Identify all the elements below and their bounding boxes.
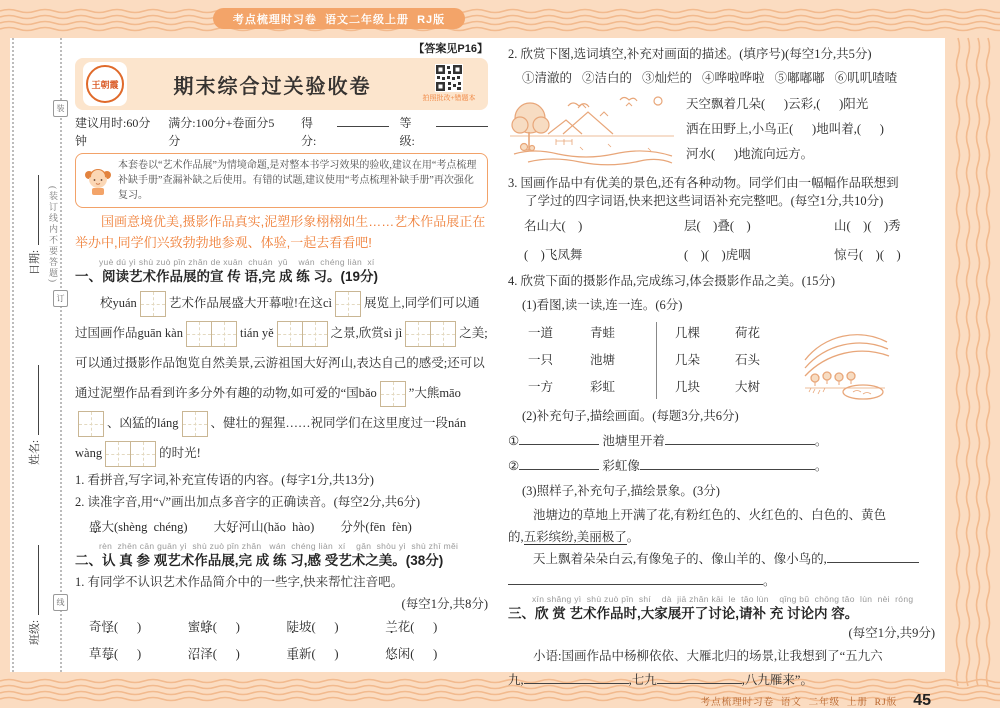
- answer-blank: [665, 432, 815, 445]
- discussion-line: 小语:国画作品中杨柳依依、大雁北归的场景,让我想到了“五九六: [533, 649, 883, 663]
- suggested-time: 建议用时:60分钟: [75, 116, 151, 148]
- matching-table: [508, 320, 791, 401]
- question-4-1: (1)看图,读一读,连一连。(6分): [522, 298, 683, 313]
- match-cell: 大树: [735, 380, 761, 394]
- answer-blank: [640, 457, 815, 470]
- scene-description-lines: [686, 92, 935, 167]
- date-field: [26, 125, 42, 275]
- dotted-char: 沼: [187, 646, 201, 661]
- section-2-title: 二、认 真 参 观艺术作品展,完 成 练 习,感 受艺术之美。(38分): [75, 552, 444, 568]
- match-cell: 几棵: [675, 326, 701, 340]
- girl-avatar-icon: [84, 166, 112, 196]
- scene-block: [508, 92, 935, 172]
- question-4-3: (3)照样子,补充句子,描绘景象。(3分): [522, 483, 720, 498]
- fill-in-sentences: [508, 429, 935, 479]
- match-cell: 荷花: [735, 326, 761, 340]
- name-field: [26, 315, 42, 465]
- writing-grid-cell: [430, 322, 455, 346]
- match-column-measure2: [675, 320, 735, 401]
- dotted-char: 分: [340, 519, 353, 534]
- score-note: (每空1分,共8分): [401, 597, 488, 612]
- word-option: ②洁白的: [582, 70, 633, 85]
- answer-blank: [519, 457, 599, 470]
- match-cell: 一方: [528, 380, 554, 394]
- notice-text: 本套卷以“艺术作品展”为情境命题,是对整本书学习效果的验收,建议在用“考点梳理补缺手册”查漏补缺之后使用。有错的试题,建议使用“考点梳理补缺手册”再次强化复习。: [118, 160, 477, 201]
- example-block: [508, 504, 935, 592]
- idiom-item: 惊弓( )( ): [834, 247, 901, 262]
- description-line: 天空飘着几朵( )云彩,( )阳光: [686, 96, 869, 111]
- dotted-char: 怪: [101, 619, 115, 634]
- paper-sheet: [10, 38, 945, 709]
- qr-code-icon: [435, 64, 463, 92]
- section-2-heading: [75, 541, 488, 571]
- dotted-char: 重: [286, 646, 300, 661]
- section-3-title: 三、欣 赏 艺术作品时,大家展开了讨论,请补 充 讨论内 容。: [508, 605, 859, 621]
- dotted-char: 陡: [286, 619, 300, 634]
- answer-blank: [524, 671, 629, 684]
- exam-meta: [75, 114, 488, 150]
- writing-grid-box: [405, 321, 456, 347]
- writing-grid-box: [380, 381, 406, 407]
- writing-grid-cell: [79, 412, 103, 436]
- right-wave-border: [945, 38, 1000, 672]
- word-option: ⑥叽叽喳喳: [834, 70, 898, 85]
- class-field: [26, 495, 42, 645]
- class-blank: [29, 545, 40, 615]
- fill-in-line: ① 池塘里开着 。: [508, 433, 828, 448]
- writing-grid-cell: [336, 292, 360, 316]
- promo-passage: 校yuán 艺术作品展盛 •大开幕啦!在这cì 展览上,同学们可以通过国画作品guān kàn tián yě 之景,欣赏sì jì 之美;可以通过摄影作品饱览自然美景,云游祖国大好 •河山,表达自己的感受;还可以通过泥塑作品看到许多分 •外有趣的动物,如可爱的“国bǎo ”大熊māo 、凶猛的láng 、健壮的猩猩……祝同学们在这里度过一段nán wàng 的时光!: [75, 288, 488, 468]
- match-column-noun1: [590, 320, 656, 401]
- word-option: ④哗啦哗啦: [702, 70, 765, 85]
- writing-grid-box: [277, 321, 328, 347]
- section-3-heading: [508, 594, 935, 624]
- section-1-heading: [75, 257, 488, 287]
- date-blank: [29, 175, 40, 245]
- section2-question-1: 1. 有同学不认识艺术作品简介中的一些字,快来帮忙注音吧。: [75, 575, 404, 590]
- dotted-char: 好: [226, 519, 239, 534]
- writing-grid-box: [105, 441, 156, 467]
- match-cell: 一道: [528, 326, 554, 340]
- match-column-noun2: [735, 320, 791, 401]
- word-option: ⑤嘟嘟嘟: [774, 70, 825, 85]
- word-option: ①清澈的: [522, 70, 573, 85]
- grade-label: 等级:: [399, 116, 415, 148]
- annotation-word: 奇怪( ): [89, 619, 142, 634]
- page-number: 45: [913, 692, 931, 709]
- landscape-illustration: [508, 92, 676, 172]
- dotted-char: 盛 •: [231, 296, 244, 310]
- question-4: 4. 欣赏下面的摄影作品,完成练习,体会摄影作品之美。(15分): [508, 273, 836, 288]
- footer-series: 考点梳理时习卷 语文 二年级 上册 RJ版: [700, 698, 898, 708]
- page-footer: [508, 692, 935, 710]
- dotted-char: 莓: [101, 646, 115, 661]
- answer-blank: [657, 671, 742, 684]
- idiom-item: ( )飞凤舞: [524, 247, 583, 262]
- description-line: 洒在田野上,小鸟正( )地叫着,( ): [686, 121, 884, 136]
- annotation-word: 草莓( ): [89, 646, 142, 661]
- match-cell: 青蛙: [590, 326, 616, 340]
- full-score: 满分:100分+卷面分5分: [168, 116, 275, 148]
- writing-grid-box: [182, 411, 208, 437]
- notice-box: [75, 153, 488, 208]
- match-column-measure1: [528, 320, 590, 401]
- idiom-item: 山( )( )秀: [834, 219, 901, 233]
- binding-dotted-line: [12, 38, 14, 672]
- answer-blank: [519, 432, 599, 445]
- writing-grid-cell: [183, 412, 207, 436]
- fill-in-line: ② 彩虹像 。: [508, 458, 828, 473]
- left-page: [65, 38, 500, 672]
- exam-title: 期末综合过关验收卷: [173, 75, 372, 98]
- word-options: [508, 69, 935, 88]
- question-line: 了学过的四字词语,快来把这些词语补充完整吧。(每空1分,共10分): [525, 194, 884, 209]
- match-cell: 石头: [735, 353, 761, 367]
- binding-char: 线: [53, 594, 68, 611]
- top-wave-border: [0, 0, 1000, 38]
- annotation-words-grid: [75, 616, 488, 664]
- pinyin-choice-word: 分外(fēn fèn): [340, 519, 412, 534]
- dotted-char: 蜂: [200, 619, 213, 634]
- answer-reference: 【答案见P16】: [413, 43, 488, 55]
- binding-margin: [10, 38, 65, 672]
- class-label: 班级:: [29, 619, 41, 645]
- match-cell: 几块: [675, 380, 701, 394]
- score-label: 得分:: [300, 116, 317, 148]
- underlined-text: 五彩缤纷,美丽极了: [523, 529, 627, 544]
- polyphone-words: [75, 518, 488, 537]
- writing-grid-cell: [187, 322, 211, 346]
- question-4-2: (2)补充句子,描绘画面。(每题3分,共6分): [522, 409, 739, 423]
- question-2-right: 2. 欣赏下图,选词填空,补充对画面的描述。(填序号)(每空1分,共5分): [508, 47, 872, 61]
- match-cell: 池塘: [590, 353, 616, 367]
- writing-grid-cell: [106, 442, 130, 466]
- match-cell: 几朵: [675, 353, 701, 367]
- discussion-line: 九, ,七九 ,八九雁来”。: [508, 673, 813, 687]
- pinyin-choice-word: 盛大(shèng chéng): [89, 519, 188, 534]
- match-divider: [656, 322, 657, 399]
- writing-grid-cell: [302, 322, 327, 346]
- writing-grid-box: [335, 291, 361, 317]
- grade-blank: [436, 115, 488, 127]
- answer-blank: [508, 572, 763, 585]
- example-line: 池塘边的草地上开满了花,有粉红色的、火红色的、白色的、黄色: [533, 507, 887, 522]
- brand-logo-text: 王朝霞: [86, 65, 124, 103]
- exam-title-bar: [75, 58, 488, 110]
- writing-grid-box: [140, 291, 166, 317]
- dotted-char: 分 •: [200, 386, 213, 400]
- section-1-pinyin: yuè dú yì shù zuò pǐn zhǎn de xuān chuán yǔ wán chéng liàn xí: [99, 256, 375, 267]
- idiom-item: 层( )叠( ): [684, 219, 751, 233]
- match-cell: 一只: [528, 353, 554, 367]
- qr-caption: 拍照批改+错题本: [422, 94, 476, 103]
- annotation-word: 悠闲( ): [385, 646, 438, 661]
- writing-grid-cell: [141, 292, 165, 316]
- score-note: (每空1分,共9分): [848, 626, 935, 641]
- series-banner: 考点梳理时习卷 语文二年级上册 RJ版: [213, 8, 465, 29]
- pinyin-choice-word: 大好河山(hǎo hào): [213, 519, 315, 534]
- section-2-pinyin: rèn zhēn cān guān yì shù zuò pǐn zhǎn wán chéng liàn xí gǎn shòu yì shù zhī měi: [99, 540, 459, 551]
- writing-grid-cell: [381, 382, 405, 406]
- writing-grid-cell: [130, 442, 155, 466]
- writing-grid-box: [186, 321, 237, 347]
- idiom-item: ( )( )虎咽: [684, 247, 751, 262]
- description-line: 河水( )地流向远方。: [686, 146, 814, 161]
- matching-block: [508, 320, 935, 402]
- annotation-word: 蜜蜂( ): [187, 619, 240, 634]
- intro-text: 国画意境优美,摄影作品真实,泥塑形象栩栩如生……艺术作品展正在举办中,同学们兴致勃勃地参观、体验,一起去看看吧!: [75, 214, 486, 250]
- dotted-char: 兰: [385, 619, 398, 634]
- name-label: 姓名:: [29, 439, 41, 465]
- binding-dotted-line: [60, 38, 62, 672]
- writing-grid-cell: [278, 322, 302, 346]
- section-1-title: 一、阅读艺术作品展的宣 传 语,完 成 练 习。(19分): [75, 268, 379, 284]
- example-line: 的,五彩缤纷,美丽极了。: [508, 529, 640, 544]
- binding-note: (装订线内不要答题): [48, 186, 58, 284]
- annotation-word: 重新( ): [286, 646, 339, 661]
- qr-block: [418, 64, 480, 104]
- question-3: [508, 174, 935, 212]
- name-blank: [29, 365, 40, 435]
- dotted-char: 悠: [385, 646, 398, 661]
- right-page: [500, 38, 945, 709]
- idiom-item: 名山大( ): [524, 219, 583, 233]
- binding-char: 装: [53, 100, 68, 117]
- section-3-pinyin: xīn shǎng yì shù zuò pǐn shí dà jiā zhǎn kāi le tǎo lùn qǐng bǔ chōng tǎo lùn nèi róng: [532, 593, 914, 604]
- dotted-char: 好 •: [316, 356, 329, 370]
- score-blank: [337, 115, 389, 127]
- practice-line: 天上飘着朵朵白云,有像兔子的、像山羊的、像小鸟的,: [508, 548, 935, 570]
- annotation-word: 沼泽( ): [187, 646, 240, 661]
- answer-blank: [827, 550, 919, 563]
- idiom-completion-grid: [508, 217, 935, 265]
- writing-grid-cell: [406, 322, 430, 346]
- rainbow-illustration: [801, 320, 889, 402]
- date-label: 日期:: [29, 249, 41, 275]
- writing-grid-cell: [211, 322, 236, 346]
- question-line: 3. 国画作品中有优美的景色,还有各种动物。同学们由一幅幅作品联想到: [508, 175, 899, 190]
- annotation-word: 陡坡( ): [286, 619, 339, 634]
- question-1: 1. 看拼音,写字词,补充宣传语的内容。(每字1分,共13分): [75, 473, 374, 488]
- question-2: 2. 读准字音,用“√”画出加点多音字的正确读音。(每空2分,共6分): [75, 495, 421, 510]
- dotted-char: 盛: [89, 519, 102, 534]
- brand-logo: [83, 62, 127, 106]
- practice-line: 。: [508, 570, 935, 592]
- writing-grid-box: [78, 411, 104, 437]
- binding-char: 订: [53, 290, 68, 307]
- match-cell: 彩虹: [590, 380, 616, 394]
- word-option: ③灿烂的: [642, 70, 693, 85]
- annotation-word: 兰花( ): [385, 619, 438, 634]
